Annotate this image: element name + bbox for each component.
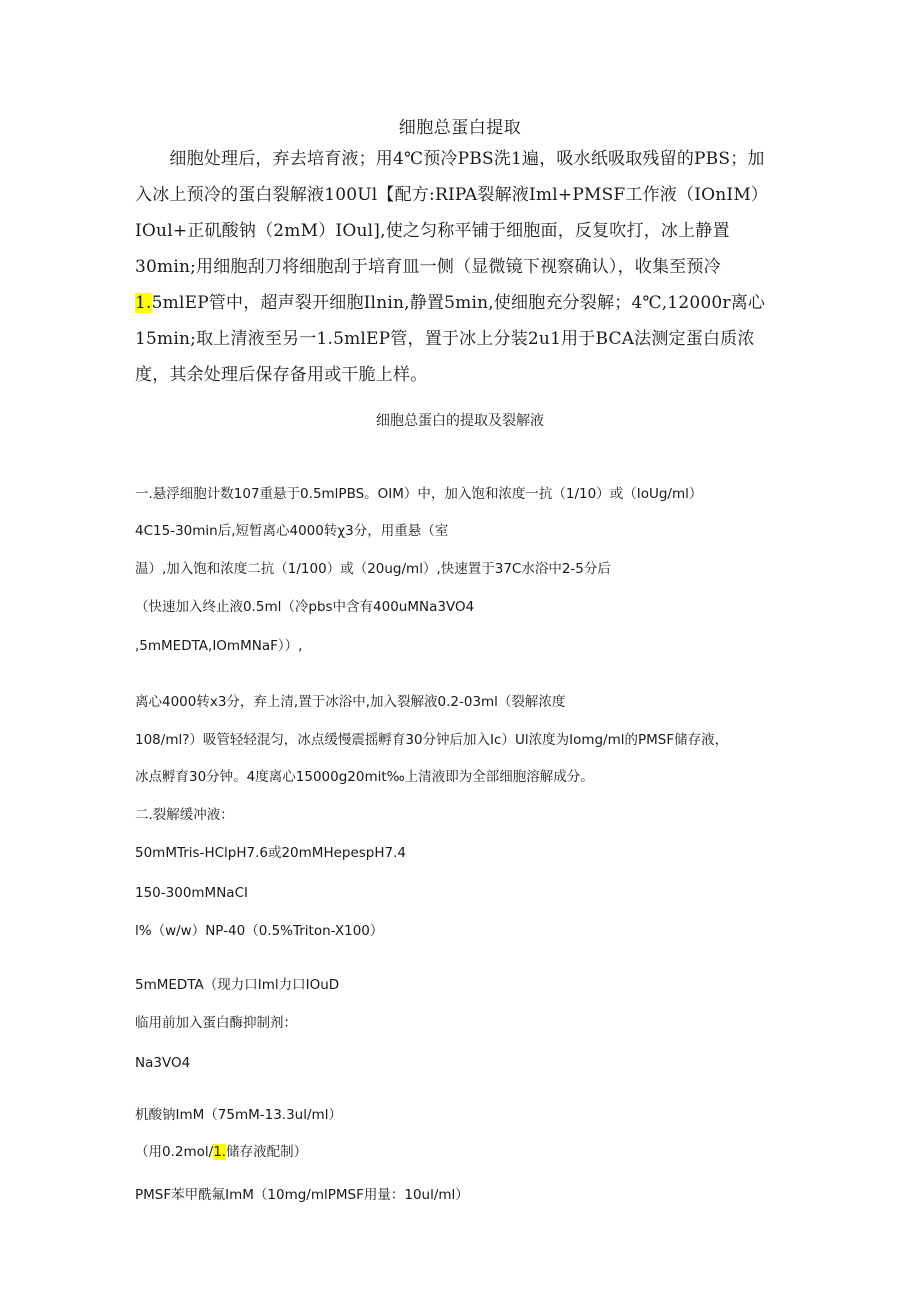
paragraph-line-text: 5mlEP管中，超声裂开细胞Ilnin,静置5min,使细胞充分裂解；4℃,12000r离心: [151, 293, 766, 313]
highlighted-text: 1.: [213, 1144, 227, 1160]
text-line: （快速加入终止液0.5ml（冷pbs中含有400uMNa3VO4: [135, 599, 475, 615]
section-title: 细胞总蛋白的提取及裂解液: [376, 413, 544, 429]
list-item: Na3VO4: [135, 1055, 191, 1071]
paragraph-line: 入冰上预冷的蛋白裂解液100Ul【配方:RIPA裂解液Iml+PMSF工作液（IOnIM）: [135, 185, 769, 205]
paragraph-line: 15min;取上清液至另一1.5mlEP管，置于冰上分装2u1用于BCA法测定蛋白质浓: [135, 329, 755, 349]
list-item: 临用前加入蛋白酶抑制剂：: [135, 1015, 297, 1031]
list-item: l%（w/w）NP-40（0.5%Triton-X100）: [135, 923, 384, 939]
paragraph-line: [135, 285, 795, 321]
list-item: 机酸钠ImM（75mM-13.3ul/ml）: [135, 1107, 342, 1123]
section-heading: 二.裂解缓冲液：: [135, 807, 234, 823]
text-line: 温）,加入饱和浓度二抗（1/100）或（20ug/ml）,快速置于37C水浴中2-5分后: [135, 561, 611, 577]
list-item-text: （用0.2mol/: [135, 1144, 214, 1160]
text-line: 108/ml?）吸管轻轻混匀，冰点缓慢震摇孵育30分钟后加入Ic）Ul浓度为Iomg/ml的PMSF储存液，: [135, 732, 729, 748]
paragraph-line: IOul+正矶酸钠（2mM）IOul],使之匀称平铺于细胞面，反复吹打，冰上静置: [135, 221, 730, 241]
text-line: 冰点孵育30分钟。4度离心15000g20mit‰上清液即为全部细胞溶解成分。: [135, 769, 594, 785]
paragraph-line: 细胞处理后，弃去培育液；用4℃预冷PBS洗1遍，吸水纸吸取残留的PBS；加: [135, 149, 765, 169]
list-item: PMSF苯甲酰氟ImM（10mg/mlPMSF用量：10ul/ml）: [135, 1187, 469, 1203]
list-item-text: 储存液配制）: [226, 1144, 308, 1160]
highlighted-text: 1.: [135, 293, 152, 313]
document-title: 细胞总蛋白提取: [398, 118, 522, 138]
list-item: [135, 1142, 307, 1162]
paragraph-line: 30min;用细胞刮刀将细胞刮于培育皿一侧（显微镜下视察确认），收集至预冷: [135, 257, 721, 277]
text-line: 4C15-30min后,短暂离心4000转χ3分，用重悬（室: [135, 523, 449, 539]
list-item: 5mMEDTA（现力口Iml力口IOuD: [135, 977, 340, 993]
paragraph-line: 度，其余处理后保存备用或干脆上样。: [135, 365, 428, 385]
text-line: 离心4000转x3分，弃上清,置于冰浴中,加入裂解液0.2-03ml（裂解浓度: [135, 694, 566, 710]
text-line: 一.悬浮细胞计数107重悬于0.5mlPBS。OIM）中，加入饱和浓度一抗（1/10）或（IoUg/ml）: [135, 486, 703, 502]
text-line: ,5mMEDTA,IOmMNaF））,: [135, 638, 303, 654]
paragraph-protocol: [135, 141, 795, 393]
list-item: 150-300mMNaCI: [135, 885, 248, 901]
list-item: 50mMTris-HClpH7.6或20mMHepespH7.4: [135, 845, 406, 861]
